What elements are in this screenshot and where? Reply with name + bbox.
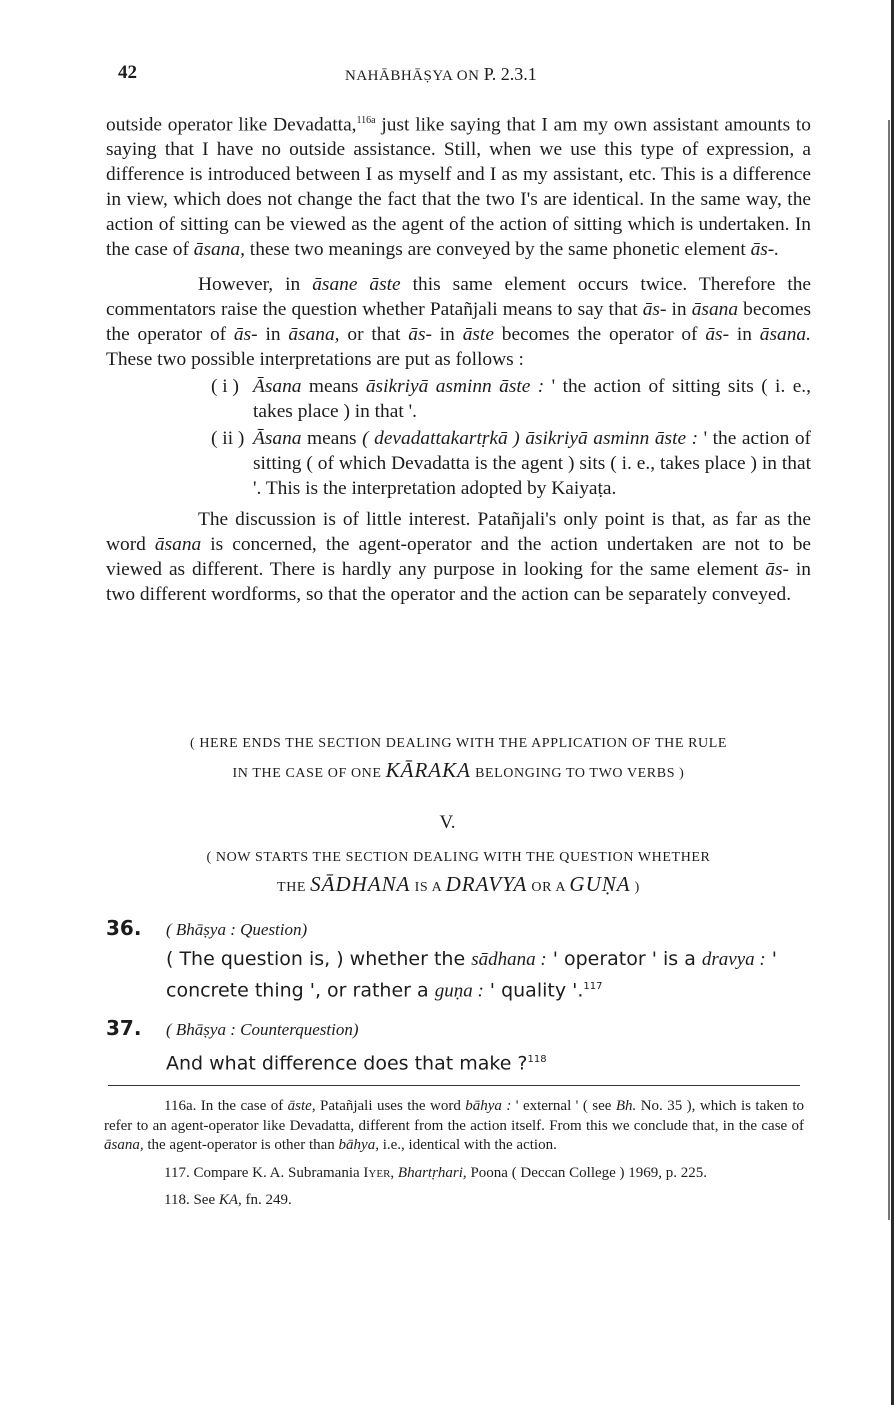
bhasya-label: ( Bhāṣya : Counterquestion): [166, 1020, 359, 1039]
binding-edge-shadow: [888, 0, 895, 1405]
bhasya-text: ( The question is, ) whether the sādhana : ' operator ' is a dravya : ' concrete thing ', or rather a guṇa : ' quality '.$^{117}$: [166, 948, 778, 1002]
paragraph-3: The discussion is of little interest. Patañjali's only point is that, as far as the word āsana is concerned, the agent-operator and the action undertaken are not to be viewed as different. There is hardly any purpose in looking for the same element ās- in two different wordforms, so that the operator and the action can be separately conveyed.: [106, 509, 812, 606]
bhasya-text: And what difference does that make ?$^{118}$: [166, 1052, 547, 1075]
paragraph-1: outside operator like Devadatta,$^{116a}$ just like saying that I am my own assistant amounts to saying that I have no outside assistance. Still, when we use this type of expression, a difference is introduced between I as myself and I as my assistant, etc. This is a difference in view, which does not change the fact that the two I's are identical. In the same way, the action of sitting can be viewed as the agent of the action of sitting which is undertaken. In the case of āsana, these two meanings are conveyed by the same phonetic element ās-.: [106, 114, 811, 261]
interpretation-1: ( i ) Āsana means āsikriyā asminn āste : ' the action of sitting sits ( i. e., takes place ) in that '.: [211, 376, 811, 423]
paragraph-2: However, in āsane āste this same element occurs twice. Therefore the commentators raise the question whether Patañjali means to say that ās- in āsana becomes the operator of ās- in āsana, or that ās- in āste becomes the operator of ās- in āsana. These two possible interpretations are put as follows :: [106, 274, 812, 371]
footnotes: [104, 1097, 804, 1219]
footnote-118: 118. See KA, fn. 249.: [164, 1192, 292, 1208]
running-title: NAHĀBHĀṢYA ON P. 2.3.1: [345, 64, 537, 84]
footnote-divider: [108, 1085, 800, 1086]
footnote-117: 117. Compare K. A. Subramania Iyer, Bhartṛhari, Poona ( Deccan College ) 1969, p. 225.: [164, 1164, 708, 1181]
interpretation-2: ( ii ) Āsana means ( devadattakartṛkā ) āsikriyā asminn āste : ' the action of sitting ( of which Devadatta is the agent ) sits ( i. e., takes place ) in that '. This is the interpretation adopted by Kaiyaṭa.: [211, 428, 811, 500]
rule-reference: P. 2.3.1: [483, 64, 537, 84]
main-text: [106, 108, 811, 607]
bhasya-label: ( Bhāṣya : Question): [166, 920, 308, 939]
section-number: V.: [439, 812, 456, 833]
bhasya-number: 36.: [106, 916, 142, 940]
page-number: 42: [118, 62, 137, 83]
footnote-ref-116a: 116a: [356, 115, 376, 126]
bhasya-36: [106, 916, 811, 1004]
footnote-116a: 116a. In the case of āste, Patañjali uses the word bāhya : ' external ' ( see Bh. No. 35 ), which is taken to refer to an agent-operator like Devadatta, different from the action itself. From this we conclude that, in the case of āsana, the agent-operator is other than bāhya, i.e., identical with the action.: [104, 1098, 804, 1153]
bhasya-number: 37.: [106, 1016, 142, 1040]
section-end-note: ( HERE ENDS THE SECTION DEALING WITH THE APPLICATION OF THE RULE IN THE CASE OF ONE KĀRAKA BELONGING TO TWO VERBS ): [189, 736, 728, 782]
bhasya-37: [106, 1016, 811, 1077]
page-header: [118, 62, 818, 88]
section-start-note: ( NOW STARTS THE SECTION DEALING WITH THE QUESTION WHETHER THE SĀDHANA IS A DRAVYA OR A GUṆA ): [206, 850, 711, 896]
